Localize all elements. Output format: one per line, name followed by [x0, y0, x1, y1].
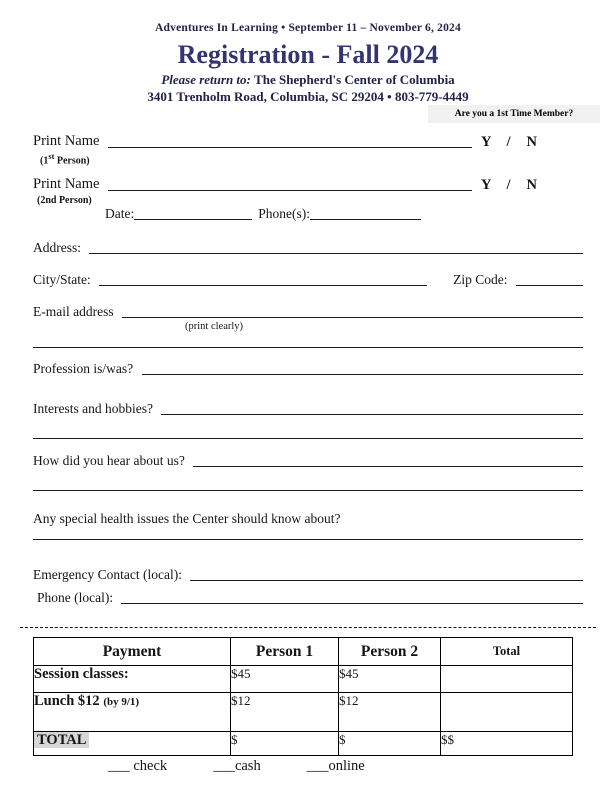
city-state-blank [99, 285, 427, 286]
emergency-contact-label: Emergency Contact (local): [33, 567, 186, 582]
lunch-person2-value: $12 [339, 693, 441, 732]
health-answer-line [33, 539, 583, 540]
address-blank [89, 253, 583, 254]
payment-table-header-row [34, 638, 573, 666]
date-phone-row [105, 206, 421, 222]
print-name-2-row [33, 176, 537, 193]
payment-methods-row [108, 758, 365, 775]
yn-slash-1: / [506, 134, 511, 151]
phone-local-label: Phone (local): [37, 590, 117, 605]
total-person2-value: $ [339, 732, 441, 756]
yes-option-2: Y [481, 177, 492, 194]
lunch-deadline-note: (by 9/1) [103, 696, 140, 708]
yn-slash-2: / [506, 177, 511, 194]
zip-blank [516, 285, 583, 286]
person-1-note: (1st Person) [40, 152, 90, 167]
session-classes-label: Session classes: [34, 666, 231, 693]
lunch-total-value [441, 693, 573, 732]
address-row [33, 240, 583, 256]
health-label: Any special health issues the Center should know about? [33, 511, 341, 526]
interests-row [33, 401, 583, 417]
phone-local-blank [121, 603, 583, 604]
email-label: E-mail address [33, 304, 117, 319]
lunch-label-text: Lunch $12 [34, 693, 104, 709]
lunch-label [34, 693, 231, 732]
organization-name: The Shepherd's Center of Columbia [254, 72, 455, 88]
lunch-person1-value: $12 [231, 693, 339, 732]
interests-continuation-line [33, 438, 583, 439]
interests-blank [161, 414, 583, 415]
print-name-1-label: Print Name [33, 133, 104, 149]
email-note: (print clearly) [185, 321, 244, 332]
total-label-cell [34, 732, 231, 756]
print-name-1-row [33, 133, 537, 150]
print-name-1-blank [108, 147, 472, 148]
profession-blank [142, 374, 584, 375]
session-classes-row [34, 666, 573, 693]
session-person1-value: $45 [231, 666, 339, 693]
date-label: Date: [105, 206, 135, 221]
payment-method-online: ___online [306, 758, 365, 774]
return-to-prefix: Please return to: [161, 72, 255, 88]
payment-method-cash: ___cash [213, 758, 261, 774]
phone-local-row [37, 590, 583, 606]
print-name-2-label: Print Name [33, 176, 104, 192]
no-option-1: N [526, 134, 537, 151]
payment-method-check: ___ check [108, 758, 168, 774]
city-zip-row [33, 272, 583, 288]
page-title: Registration - Fall 2024 [177, 40, 439, 69]
form-header [0, 22, 616, 105]
email-continuation-line [33, 347, 583, 348]
payment-table [33, 637, 573, 756]
payment-header: Payment [34, 638, 231, 666]
phones-blank [310, 219, 421, 220]
emergency-contact-blank [190, 580, 583, 581]
yes-option-1: Y [481, 134, 492, 151]
session-person2-value: $45 [339, 666, 441, 693]
total-row [34, 732, 573, 756]
email-blank [122, 317, 583, 318]
person2-header: Person 2 [339, 638, 441, 666]
session-total-value [441, 666, 573, 693]
person-1-note-post: Person) [54, 155, 90, 167]
profession-label: Profession is/was? [33, 361, 137, 376]
program-dates-line: Adventures In Learning • September 11 – November 6, 2024 [155, 22, 461, 34]
emergency-contact-row [33, 567, 583, 583]
hear-about-row [33, 453, 583, 469]
person1-header: Person 1 [231, 638, 339, 666]
interests-label: Interests and hobbies? [33, 401, 157, 416]
health-row [33, 511, 345, 527]
organization-address: 3401 Trenholm Road, Columbia, SC 29204 • 803-779-4449 [147, 89, 469, 105]
total-grand-value: $$ [441, 732, 573, 756]
total-label: TOTAL [34, 732, 89, 748]
total-person1-value: $ [231, 732, 339, 756]
zip-label: Zip Code: [453, 272, 511, 287]
return-to-line [0, 72, 616, 88]
total-header: Total [441, 638, 573, 666]
hear-about-blank [193, 466, 583, 467]
date-blank [134, 219, 252, 220]
address-label: Address: [33, 240, 85, 255]
print-name-2-blank [108, 190, 472, 191]
profession-row [33, 361, 583, 377]
phones-label: Phone(s): [258, 206, 310, 221]
dashed-separator [20, 627, 596, 628]
city-state-label: City/State: [33, 272, 95, 287]
no-option-2: N [526, 177, 537, 194]
hear-about-label: How did you hear about us? [33, 453, 189, 468]
lunch-row [34, 693, 573, 732]
first-time-member-question: Are you a 1st Time Member? [428, 105, 600, 123]
person-1-note-sup: st [48, 152, 55, 161]
email-row [33, 304, 583, 320]
person-2-note: (2nd Person) [37, 195, 92, 206]
hear-continuation-line [33, 490, 583, 491]
